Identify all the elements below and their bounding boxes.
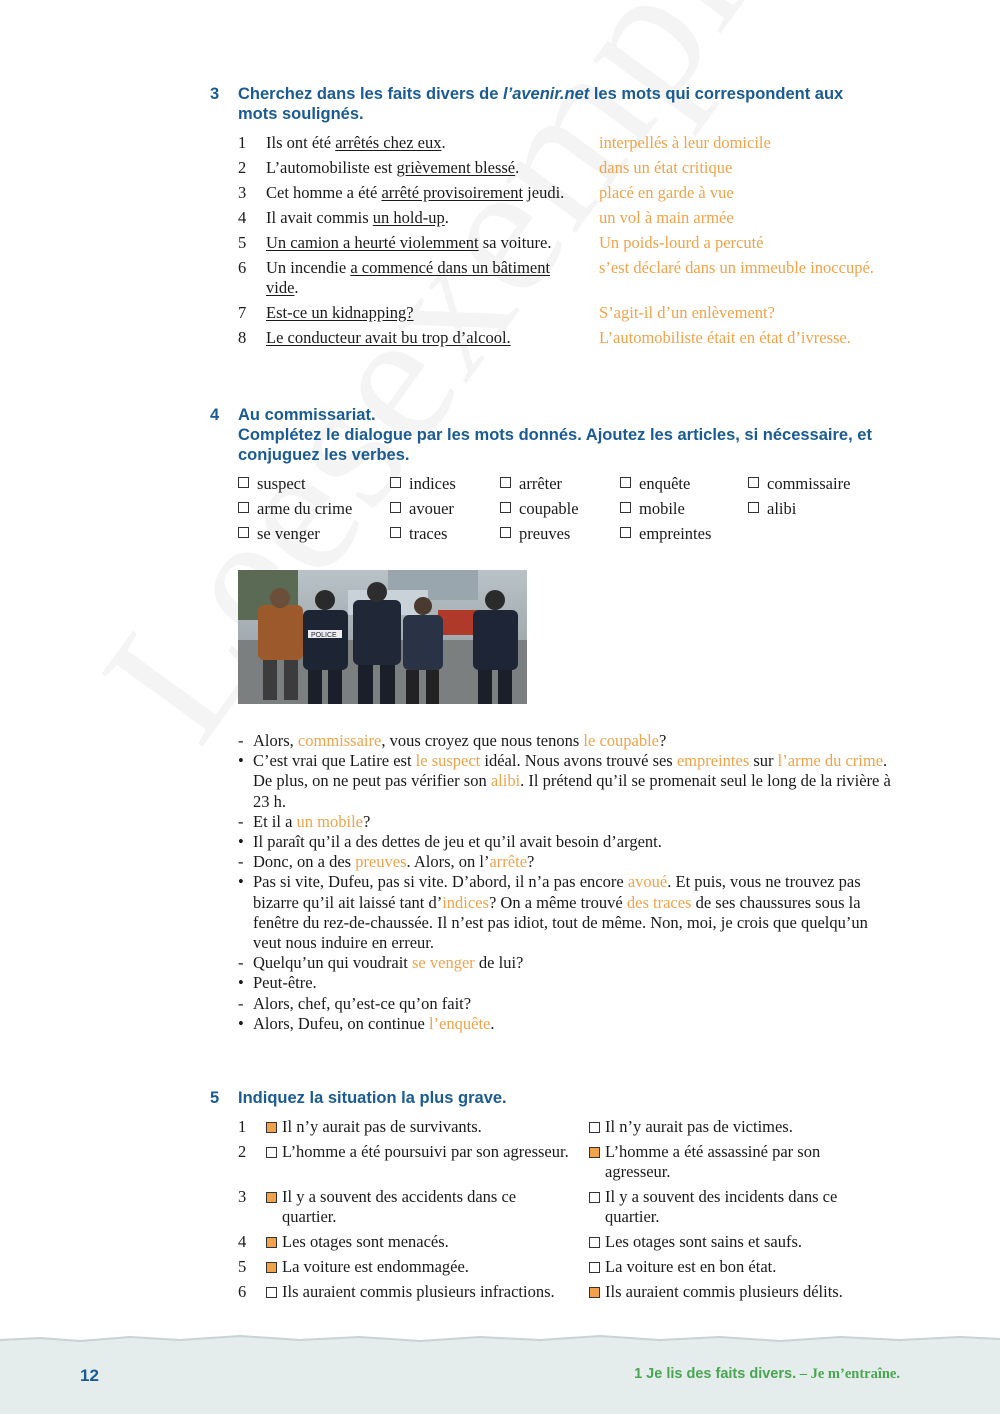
word-option [620,499,685,519]
filled-answer: l’enquête [428,1013,491,1033]
item-number: 8 [238,328,247,347]
sentence-text: . [515,158,520,177]
checkbox[interactable] [620,477,631,488]
word-label: indices [409,474,456,493]
word-label: enquête [639,474,691,493]
filled-answer: le suspect [415,751,481,771]
dialogue-text: ? [527,852,535,872]
police-officers-image [238,570,527,704]
checkbox[interactable] [238,527,249,538]
item-number: 7 [238,303,247,322]
word-label: coupable [519,499,579,518]
word-label: empreintes [639,524,712,543]
line-marker: • [238,751,244,771]
filled-answer: commissaire [297,731,382,750]
line-marker: • [238,1013,244,1033]
answer-text: dans un état critique [599,158,733,177]
word-label: avouer [409,499,454,518]
checkbox[interactable] [500,527,511,538]
option-text: Il n’y aurait pas de victimes. [605,1117,793,1136]
sentence [266,233,586,253]
option-text: La voiture est endommagée. [282,1257,469,1276]
checkbox[interactable] [238,502,249,513]
exercise-number: 4 [210,406,220,424]
dialogue-line [238,1014,898,1034]
filled-answer: alibi [490,771,521,791]
answer-text: S’agit-il d’un enlèvement? [599,303,775,322]
filled-answer: se venger [412,953,475,973]
item-number: 4 [238,1232,247,1251]
sentence [266,133,586,153]
sentence-text: . [444,208,449,227]
dialogue-text: . De plus, on ne peut pas vérifier son [253,751,888,791]
checkbox[interactable] [620,527,631,538]
dialogue-line [238,872,898,953]
word-label: alibi [767,499,797,518]
answer-text: un vol à main armée [599,208,734,227]
dialogue-text: ? On a même trouvé [488,892,627,912]
dialogue-line [238,751,898,812]
answer-text: s’est déclaré dans un immeuble inoccupé. [599,258,874,277]
checkbox[interactable] [748,477,759,488]
exercise-number: 3 [210,85,220,103]
word-label: arrêter [519,474,563,493]
word-label: commissaire [767,474,851,493]
dialogue-text: ? [659,731,667,750]
word-option [620,474,690,494]
underlined-phrase: Le conducteur avait bu trop d’alcool. [266,328,511,347]
line-marker: • [238,973,244,993]
word-option [390,524,447,544]
item-number: 5 [238,233,247,252]
option-text: Les otages sont sains et saufs. [605,1232,803,1251]
option-text: Il n’y aurait pas de survivants. [282,1117,482,1136]
option-text: Il y a souvent des incidents dans ce quartier. [605,1187,838,1226]
filled-answer: un mobile [296,811,363,831]
dialogue-text: de lui? [474,953,524,973]
dialogue-text: Il paraît qu’il a des dettes de jeu et qu’il avait besoin d’argent. [253,832,662,852]
dialogue-text: Alors, [253,731,298,750]
word-option [620,524,711,544]
sentence-text: . [441,133,446,152]
sentence-text: Ils ont été [266,133,336,152]
checkbox[interactable] [589,1262,600,1273]
underlined-phrase: a commencé dans un bâtiment vide [266,258,551,297]
underlined-phrase: arrêtés chez eux [335,133,442,152]
checkbox[interactable] [500,502,511,513]
line-marker: - [238,731,244,750]
word-label: traces [409,524,448,543]
dialogue-text: Pas si vite, Dufeu, pas si vite. D’abord, il n’a pas encore [253,872,628,892]
word-option [500,499,579,519]
checkbox[interactable] [266,1192,277,1203]
dialogue-text: , vous croyez que nous tenons [381,731,584,750]
underlined-phrase: arrêté provisoirement [381,183,524,202]
dialogue [238,731,898,1034]
word-option [748,499,796,519]
sentence-text: Cet homme a été [266,183,382,202]
filled-answer: l’arme du crime [777,751,884,771]
police-label: POLICE [311,632,337,639]
sentence [266,183,586,203]
word-option [238,499,352,519]
dialogue-text: Peut-être. [253,973,317,993]
checkbox[interactable] [266,1262,277,1273]
dialogue-text: ? [362,811,371,831]
dialogue-text: . Il prétend qu’il se promenait seul le long de la rivière à 23 h. [253,771,891,811]
dialogue-line [238,731,898,751]
dialogue-text: . Alors, on l’ [406,852,490,872]
exercise-title: Au commissariat. Complétez le dialogue par les mots donnés. Ajoutez les articles, si nécessaire, et conjuguez les verbes. [238,406,872,464]
item-number: 1 [238,1117,247,1136]
line-marker: - [238,993,244,1013]
filled-answer: preuves [355,852,407,872]
sentence-text: Un incendie [266,258,351,277]
underlined-phrase: Un camion a heurté violemment [266,233,479,252]
sentence [266,208,586,228]
dialogue-line [238,973,898,993]
filled-answer: des traces [626,892,692,912]
filled-answer: arrête [489,852,528,872]
page-number: 12 [80,1366,99,1385]
dialogue-text: Alors, chef, qu’est-ce qu’on fait? [253,993,472,1013]
checkbox[interactable] [266,1237,277,1248]
dialogue-text: idéal. Nous avons trouvé ses [480,751,677,771]
word-label: preuves [519,524,571,543]
line-marker: • [238,872,244,892]
dialogue-text: Donc, on a des [253,852,356,872]
item-number: 6 [238,258,247,277]
item-number: 3 [238,1187,247,1206]
option-text: Ils auraient commis plusieurs délits. [605,1282,843,1301]
line-marker: - [238,953,244,973]
sentence [266,158,586,178]
item-number: 2 [238,1142,247,1161]
dialogue-line [238,852,898,872]
filled-answer: indices [442,892,489,912]
dialogue-text: Alors, Dufeu, on continue [253,1013,429,1033]
police-photo [238,570,527,704]
word-option [390,474,456,494]
option-text: L’homme a été poursuivi par son agresseur. [282,1142,569,1161]
exercise-number: 5 [210,1089,220,1107]
line-marker: • [238,832,244,852]
sentence-text: Il avait commis [266,208,373,227]
sentence-text: . [294,278,299,297]
underlined-phrase: un hold-up [372,208,445,227]
word-option [500,524,570,544]
sentence [266,303,586,323]
word-option [748,474,850,494]
dialogue-text: Quelqu’un qui voudrait [253,953,413,973]
checkbox[interactable] [620,502,631,513]
sentence [266,258,586,298]
checkbox[interactable] [266,1122,277,1133]
sentence-text: L’automobiliste est [266,158,397,177]
checkbox[interactable] [748,502,759,513]
checkbox[interactable] [266,1287,277,1298]
item-number: 6 [238,1282,247,1301]
checkbox[interactable] [390,477,401,488]
checkbox[interactable] [238,477,249,488]
option-text: La voiture est en bon état. [605,1257,777,1276]
dialogue-text: . Et puis, vous ne trouvez pas bizarre qu’il ait laissé tant d’ [253,872,861,912]
word-option [500,474,562,494]
underlined-phrase: grièvement blessé [396,158,516,177]
answer-text: L’automobiliste était en état d’ivresse. [599,328,851,347]
item-number: 2 [238,158,247,177]
checkbox[interactable] [589,1287,600,1298]
answer-text: Un poids-lourd a percuté [599,233,764,252]
sentence [266,328,586,348]
checkbox[interactable] [589,1237,600,1248]
checkbox[interactable] [390,502,401,513]
item-number: 5 [238,1257,247,1276]
item-number: 3 [238,183,247,202]
underlined-phrase: Est-ce un kidnapping? [266,303,414,322]
word-label: arme du crime [257,499,353,518]
sentence-text: jeudi. [523,183,565,202]
option-text: Ils auraient commis plusieurs infractions. [282,1282,555,1301]
option-text: L’homme a été assassiné par son agresseur. [605,1142,821,1181]
sentence-text: sa voiture. [478,233,552,252]
checkbox[interactable] [500,477,511,488]
word-option [238,474,306,494]
dialogue-line [238,832,898,852]
option-text: Les otages sont menacés. [282,1232,449,1251]
checkbox[interactable] [390,527,401,538]
word-label: se venger [257,524,320,543]
dialogue-text: sur [749,751,778,771]
dialogue-line [238,953,898,973]
checkbox[interactable] [589,1122,600,1133]
option-text: Il y a souvent des accidents dans ce quartier. [282,1187,517,1226]
filled-answer: avoué [627,872,668,892]
filled-answer: le coupable [583,731,660,750]
footer-chapter: 1 Je lis des faits divers. – Je m’entraîne. [634,1366,900,1382]
dialogue-line [238,994,898,1014]
exercise-title: Cherchez dans les faits divers de l’avenir.net les mots qui correspondent aux mots soulignés. [238,85,844,123]
answer-text: placé en garde à vue [599,183,734,202]
exercise-title: Indiquez la situation la plus grave. [238,1089,507,1107]
line-marker: - [238,852,244,872]
dialogue-text: Et il a [253,811,297,831]
dialogue-text: . [490,1013,495,1033]
dialogue-text: C’est vrai que Latire est [253,751,416,771]
item-number: 4 [238,208,247,227]
checkbox[interactable] [589,1192,600,1203]
word-option [238,524,320,544]
item-number: 1 [238,133,247,152]
checkbox[interactable] [589,1147,600,1158]
word-label: suspect [257,474,306,493]
filled-answer: empreintes [676,751,750,771]
dialogue-line [238,812,898,832]
word-label: mobile [639,499,685,518]
word-option [390,499,454,519]
dialogue-text: de ses chaussures sous la fenêtre du rez-de-chaussée. Il n’est pas idiot, tout de même. Non, moi, je crois que quelqu’un veut nous induire en erreur. [253,892,868,953]
line-marker: - [238,811,244,831]
checkbox[interactable] [266,1147,277,1158]
answer-text: interpellés à leur domicile [599,133,771,152]
